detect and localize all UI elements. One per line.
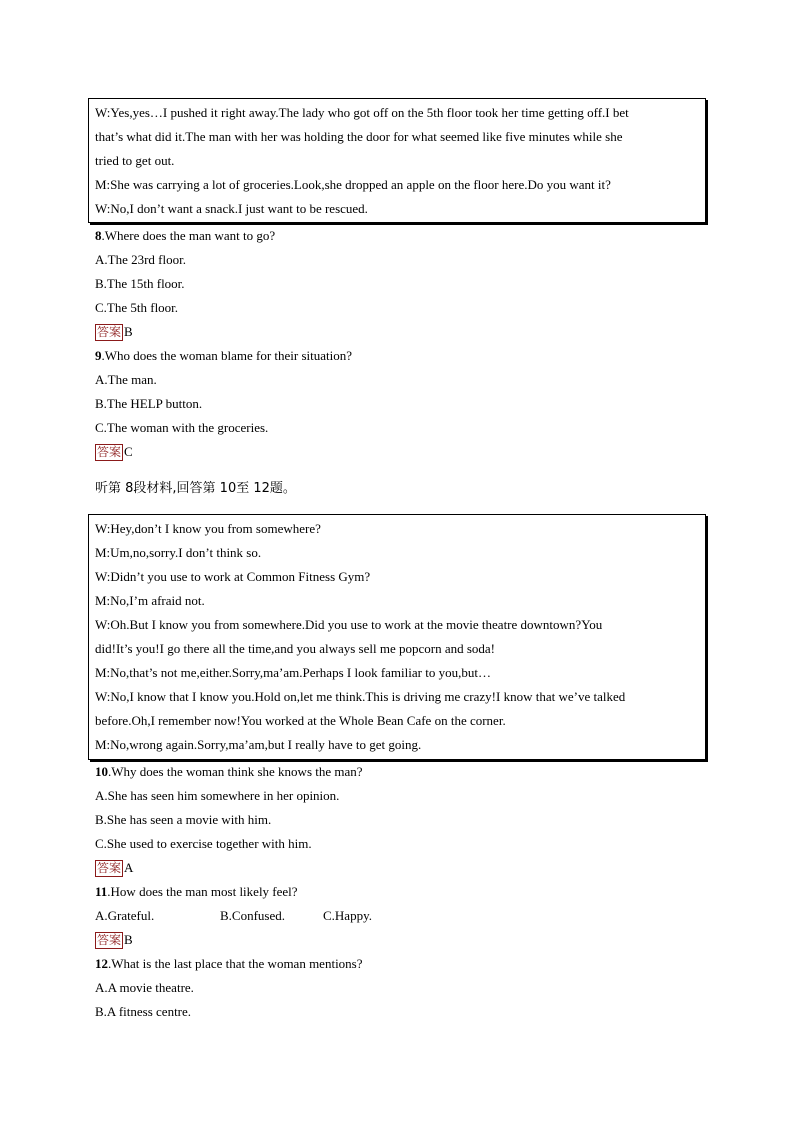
option: B.The HELP button. <box>95 396 203 411</box>
dialogue-line: M:No,wrong again.Sorry,ma’am,but I really have to get going. <box>95 737 422 752</box>
question-10 <box>95 764 363 780</box>
answer-row <box>95 860 133 877</box>
option: C.Happy. <box>323 908 372 923</box>
option: B.The 15th floor. <box>95 276 185 291</box>
dialogue-line: M:She was carrying a lot of groceries.Look,she dropped an apple on the floor here.Do you want it? <box>95 177 611 192</box>
answer-row <box>95 324 133 341</box>
question-text: .How does the man most likely feel? <box>107 884 298 899</box>
question-11 <box>95 884 298 900</box>
question-number: 12 <box>95 956 108 971</box>
answer-value: C <box>124 444 133 459</box>
option: B.She has seen a movie with him. <box>95 812 272 827</box>
dialogue-line: W:Oh.But I know you from somewhere.Did you use to work at the movie theatre downtown?You <box>95 617 603 632</box>
question-text: .Why does the woman think she knows the man? <box>108 764 363 779</box>
dialogue-line: before.Oh,I remember now!You worked at the Whole Bean Cafe on the corner. <box>95 713 506 728</box>
question-8 <box>95 228 275 244</box>
option: A.She has seen him somewhere in her opinion. <box>95 788 340 803</box>
option: A.The man. <box>95 372 157 387</box>
question-number: 8 <box>95 228 102 243</box>
answer-tag: 答案 <box>97 325 122 339</box>
option: B.Confused. <box>220 908 285 923</box>
dialogue-line: W:Hey,don’t I know you from somewhere? <box>95 521 321 536</box>
question-text: .Where does the man want to go? <box>101 228 276 243</box>
answer-row <box>95 932 133 949</box>
question-9 <box>95 348 352 364</box>
dialogue-line: W:No,I don’t want a snack.I just want to be rescued. <box>95 201 368 216</box>
answer-value: B <box>124 932 133 947</box>
dialogue-line: did!It’s you!I go there all the time,and you always sell me popcorn and soda! <box>95 641 496 656</box>
dialogue-box-2 <box>88 514 706 760</box>
question-12 <box>95 956 363 972</box>
dialogue-line: W:Yes,yes…I pushed it right away.The lady who got off on the 5th floor took her time getting off.I bet <box>95 105 629 120</box>
answer-row <box>95 444 133 461</box>
section-instruction: 听第 8段材料,回答第 10至 12题。 <box>95 481 296 496</box>
dialogue-line: W:Didn’t you use to work at Common Fitness Gym? <box>95 569 371 584</box>
option: C.She used to exercise together with him. <box>95 836 312 851</box>
option: A.A movie theatre. <box>95 980 194 995</box>
question-number: 11 <box>95 884 108 899</box>
question-text: .Who does the woman blame for their situation? <box>101 348 353 363</box>
options-row <box>95 908 372 924</box>
dialogue-line: M:No,that’s not me,either.Sorry,ma’am.Perhaps I look familiar to you,but… <box>95 665 491 680</box>
option: A.The 23rd floor. <box>95 252 186 267</box>
question-number: 9 <box>95 348 102 363</box>
question-text: .What is the last place that the woman mentions? <box>108 956 363 971</box>
answer-tag: 答案 <box>97 445 122 459</box>
option: A.Grateful. <box>95 908 155 923</box>
answer-value: B <box>124 324 133 339</box>
dialogue-line: that’s what did it.The man with her was holding the door for what seemed like five minutes while she <box>95 129 623 144</box>
answer-value: A <box>124 860 134 875</box>
dialogue-line: tried to get out. <box>95 153 175 168</box>
dialogue-line: M:No,I’m afraid not. <box>95 593 205 608</box>
dialogue-box-1 <box>88 98 706 223</box>
option: C.The 5th floor. <box>95 300 179 315</box>
dialogue-line: M:Um,no,sorry.I don’t think so. <box>95 545 262 560</box>
dialogue-line: W:No,I know that I know you.Hold on,let me think.This is driving me crazy!I know that we’ve talked <box>95 689 626 704</box>
question-number: 10 <box>95 764 108 779</box>
answer-tag: 答案 <box>97 861 122 875</box>
option: B.A fitness centre. <box>95 1004 192 1019</box>
answer-tag: 答案 <box>97 933 122 947</box>
option: C.The woman with the groceries. <box>95 420 269 435</box>
